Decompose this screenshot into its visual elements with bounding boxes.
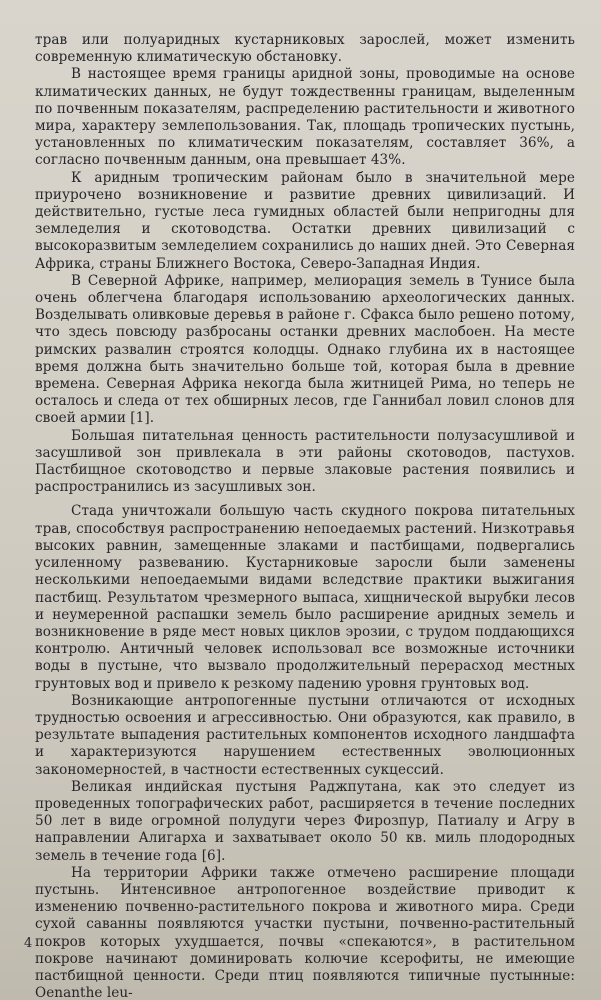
paragraph-9: На территории Африки также отмечено расширение площади пустынь. Интенсивное антропогенное воздействие приводит к изменению почвенно-растительного покрова и животного мира. Среди сухой саванны появляются участки пустыни, почвенно-растительный покров которых ухудшается, почвы «спекаются», в растительном покрове начинают доминировать колючие ксерофиты, не имеющие пастбищной ценности. Среди птиц появляются типичные пустынные: Oenanthe leu-: [35, 864, 575, 1000]
paragraph-6: Стада уничтожали большую часть скудного покрова питательных трав, способствуя распространению непоедаемых растений. Низкотравья высоких равнин, замещенные злаками и пастбищами, подвергались усиленному развеванию. Кустарниковые заросли были заменены несколькими непоедаемыми видами вследствие практики выжигания пастбищ. Результатом чрезмерного выпаса, хищнической вырубки лесов и неумеренной распашки земель было расширение аридных земель и возникновение в ряде мест новых циклов эрозии, с трудом поддающихся контролю. Античный человек использовал все возможные источники воды в пустыне, что вызвало продолжительный перерасход местных грунтовых вод и привело к резкому падению уровня грунтовых вод.: [35, 503, 575, 692]
paragraph-gap: [35, 496, 575, 503]
page-body-text: [35, 32, 575, 1000]
paragraph-3: К аридным тропическим районам было в значительной мере приурочено возникновение и развитие древних цивилизаций. И действительно, густые леса гумидных областей были непригодны для земледелия и скотоводства. Остатки древних цивилизаций с высокоразвитым земледелием сохранились до наших дней. Это Северная Африка, страны Ближнего Востока, Северо-Западная Индия.: [35, 169, 575, 272]
paragraph-2: В настоящее время границы аридной зоны, проводимые на основе климатических данных, не будут тождественны границам, выделенным по почвенным показателям, распределению растительности и животного мира, характеру землепользования. Так, площадь тропических пустынь, установленных по климатическим показателям, составляет 36%, а согласно почвенным данным, она превышает 43%.: [35, 66, 575, 169]
page-number: 4: [24, 936, 33, 951]
paragraph-1: трав или полуаридных кустарниковых зарослей, может изменить современную климатическую обстановку.: [35, 32, 575, 66]
paragraph-8: Великая индийская пустыня Раджпутана, как это следует из проведенных топографических работ, расширяется в течение последних 50 лет в виде огромной полудуги через Фирозпур, Патиалу и Агру в направлении Алигарха и захватывает около 50 кв. миль плодородных земель в течение года [6].: [35, 778, 575, 864]
paragraph-7: Возникающие антропогенные пустыни отличаются от исходных трудностью освоения и агрессивностью. Они образуются, как правило, в результате выпадения растительных компонентов исходного ландшафта и характеризуются нарушением естественных эволюционных закономерностей, в частности естественных сукцессий.: [35, 692, 575, 778]
paragraph-4: В Северной Африке, например, мелиорация земель в Тунисе была очень облегчена благодаря использованию археологических данных. Возделывать оливковые деревья в районе г. Сфакса было решено потому, что здесь повсюду разбросаны останки древних маслобоен. На месте римских развалин строятся колодцы. Однако глубина их в настоящее время должна быть значительно больше той, которая была в древние времена. Северная Африка некогда была житницей Рима, но теперь не осталось и следа от тех обширных лесов, где Ганнибал ловил слонов для своей армии [1].: [35, 272, 575, 427]
paragraph-5: Большая питательная ценность растительности полузасушливой и засушливой зон привлекала в эти районы скотоводов, пастухов. Пастбищное скотоводство и первые злаковые растения появились и распространились из засушливых зон.: [35, 427, 575, 496]
